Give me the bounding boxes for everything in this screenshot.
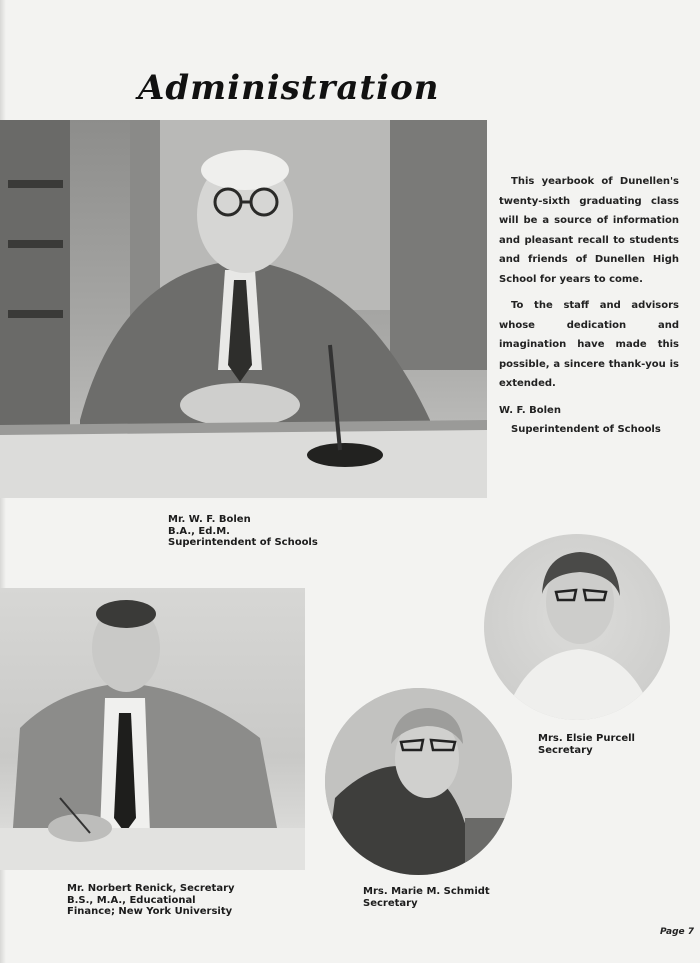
caption-line: Superintendent of Schools [168,537,318,548]
caption-line: Finance; New York University [67,906,233,917]
caption-line: B.A., Ed.M. [168,525,230,537]
caption-line: Mr. Norbert Renick, Secretary [67,883,235,894]
purcell-photo [484,534,670,720]
renick-photo-illustration [0,588,305,870]
schmidt-photo [325,688,512,875]
signature-title: Superintendent of Schools [511,423,661,435]
caption-line: Mrs. Elsie Purcell [538,733,635,744]
renick-caption [67,883,235,918]
caption-line: Mr. W. F. Bolen [168,514,251,525]
caption-line: Secretary [363,897,418,909]
page-number: Page 7 [660,927,695,937]
schmidt-photo-illustration [325,688,512,875]
caption-line: Secretary [538,744,593,756]
caption-line: Mrs. Marie M. Schmidt [363,886,490,897]
purcell-caption [538,733,635,756]
signature-name: W. F. Bolen [499,404,561,416]
superintendent-letter [499,172,679,439]
superintendent-photo-illustration [0,120,487,498]
purcell-photo-illustration [484,534,670,720]
superintendent-photo [0,120,487,498]
letter-paragraph: This yearbook of Dunellen's twenty-sixth graduating class will be a source of information and pleasant recall to students and friends of Dunellen High School for years to come. [499,176,679,285]
schmidt-caption [363,886,490,909]
renick-photo [0,588,305,870]
caption-line: B.S., M.A., Educational [67,894,196,906]
letter-paragraph: To the staff and advisors whose dedication and imagination have made this possible, a sincere thank-you is extended. [499,300,679,389]
page-title: Administration [138,68,440,108]
bolen-caption [168,514,318,549]
